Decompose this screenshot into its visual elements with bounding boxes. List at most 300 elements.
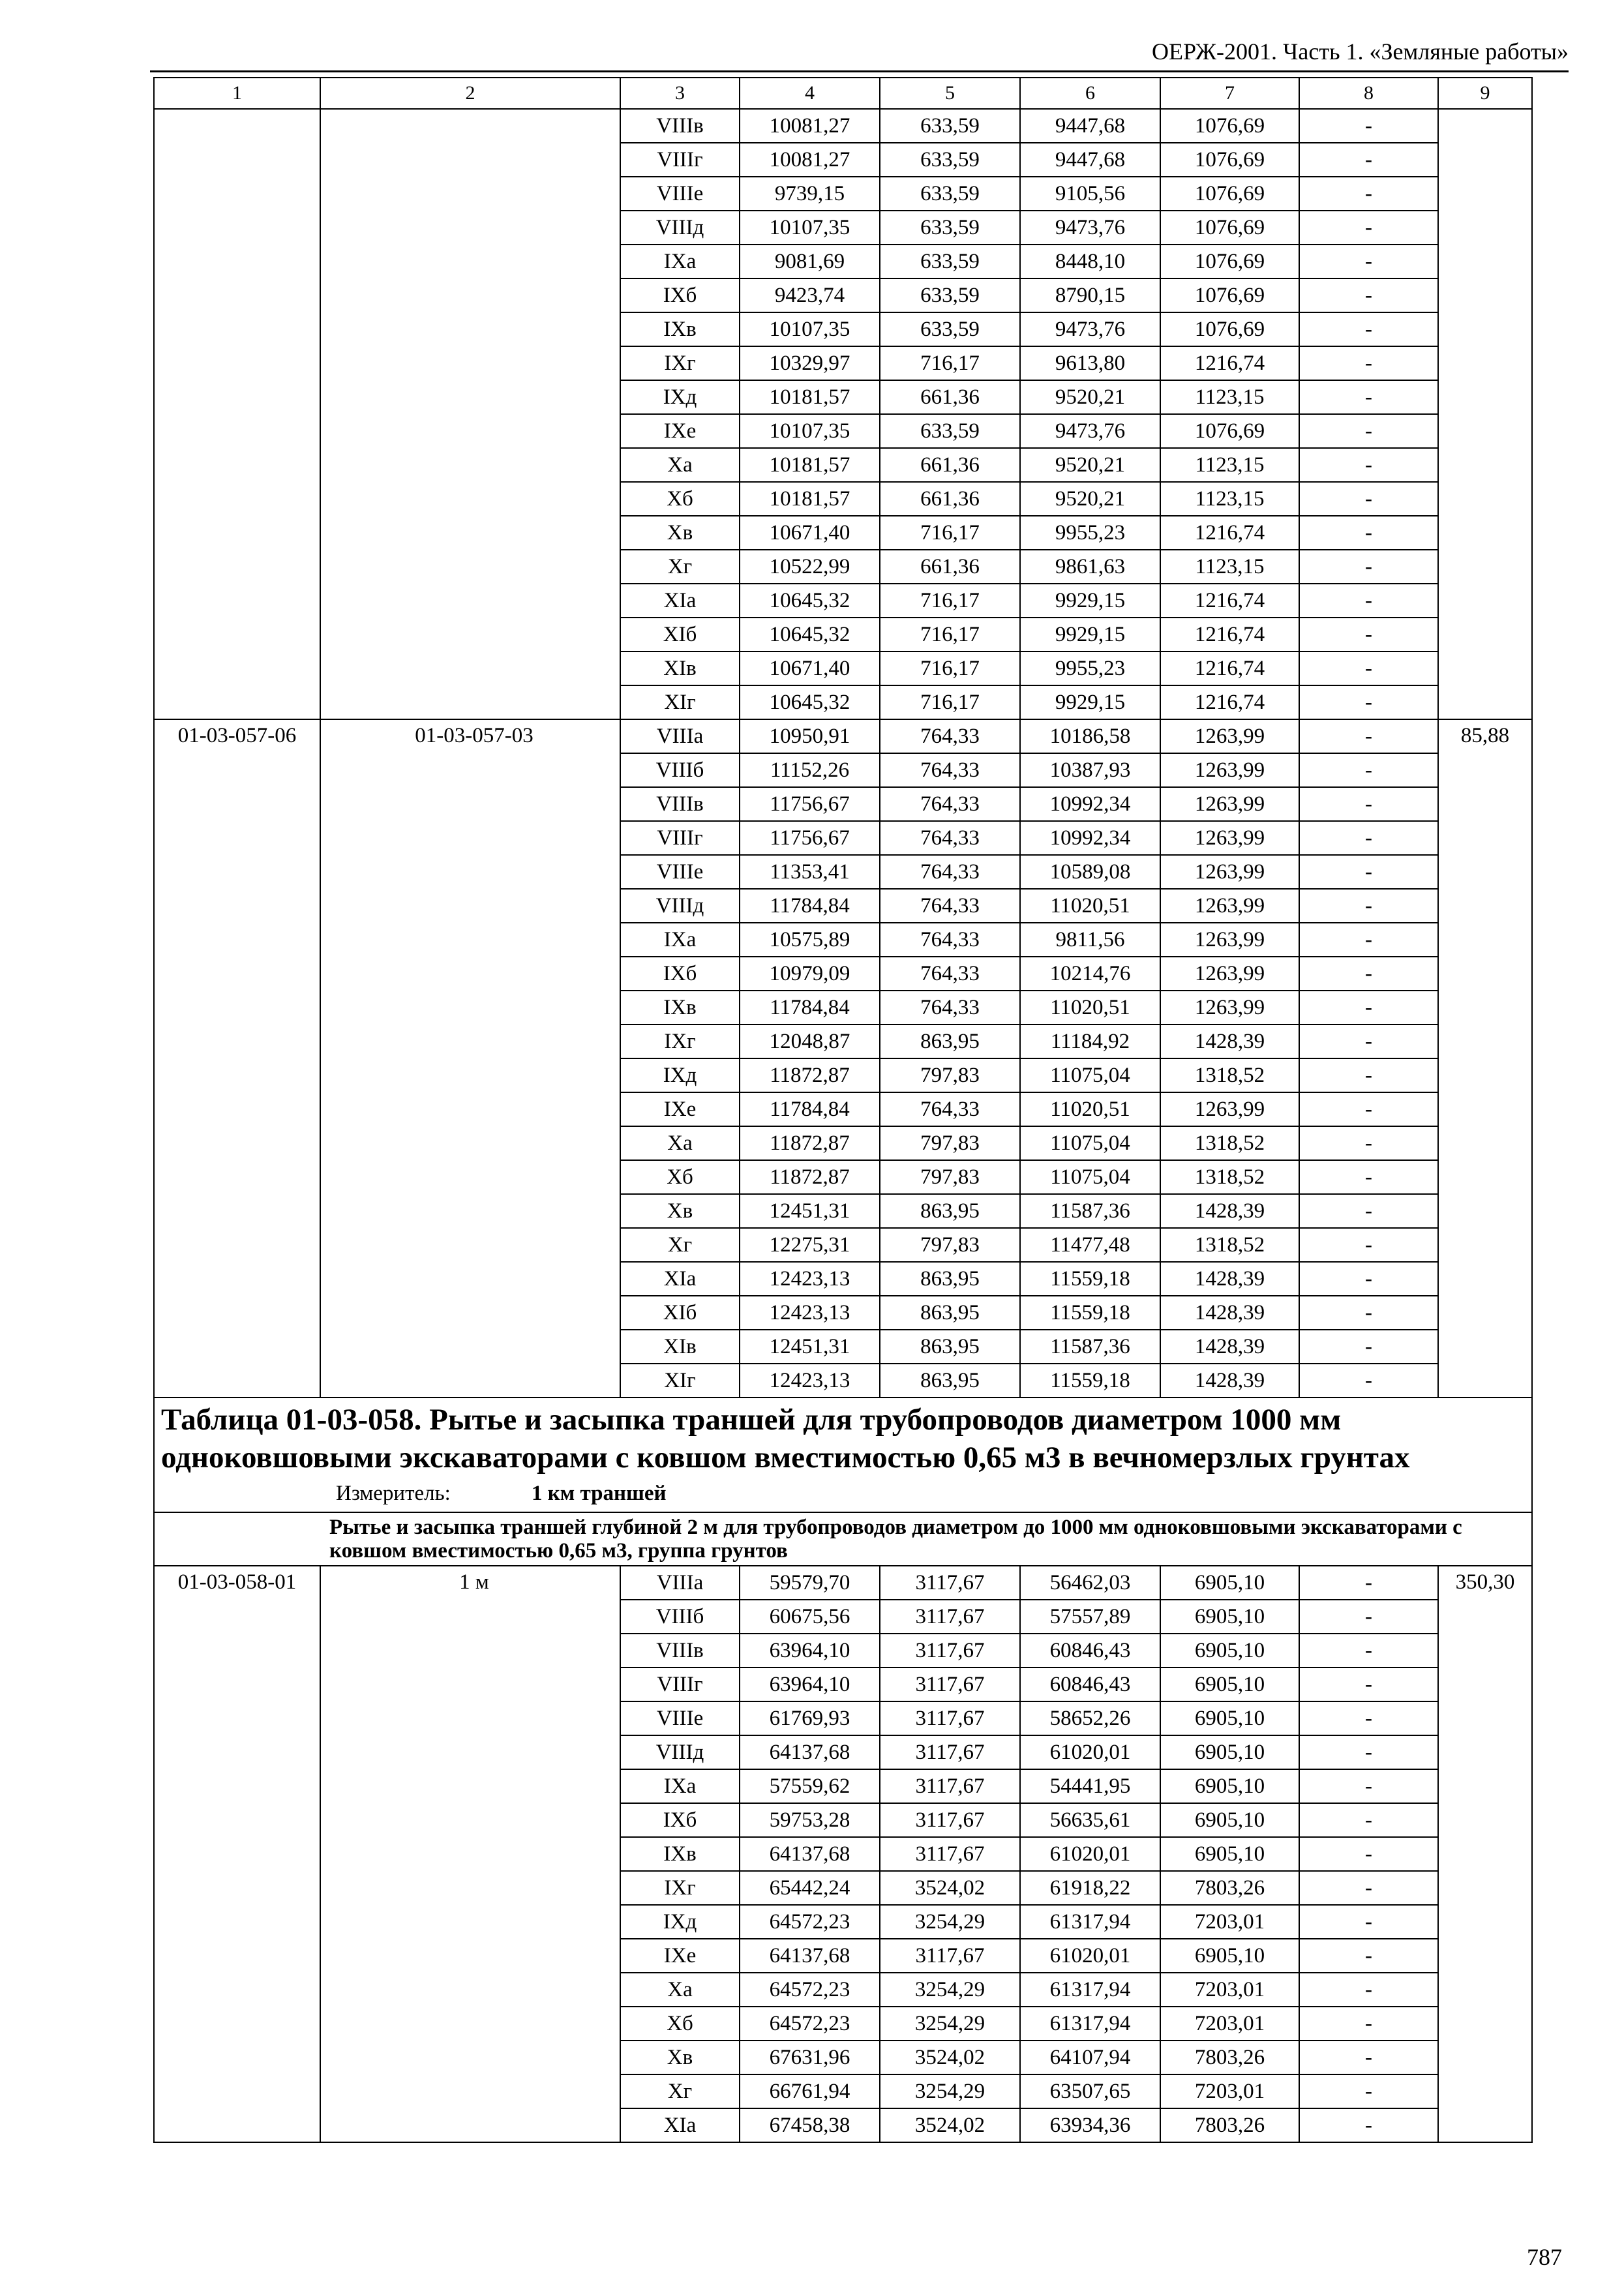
group-cell: Xа: [620, 448, 740, 482]
group-cell: IXд: [620, 1058, 740, 1092]
group-cell: XIв: [620, 1330, 740, 1364]
machines-cell: 61317,94: [1020, 2007, 1160, 2041]
wages-cell: 661,36: [880, 448, 1020, 482]
machinists-cell: 6905,10: [1160, 1769, 1299, 1803]
wages-cell: 764,33: [880, 1092, 1020, 1126]
materials-cell: -: [1299, 719, 1438, 753]
cost-total-cell: 11152,26: [740, 753, 880, 787]
cost-total-cell: 12451,31: [740, 1194, 880, 1228]
group-cell: Xг: [620, 1228, 740, 1262]
cost-total-cell: 10107,35: [740, 312, 880, 346]
machines-cell: 9955,23: [1020, 651, 1160, 685]
machinists-cell: 1428,39: [1160, 1194, 1299, 1228]
machines-cell: 9929,15: [1020, 584, 1160, 618]
wages-cell: 3117,67: [880, 1769, 1020, 1803]
materials-cell: -: [1299, 855, 1438, 889]
cost-total-cell: 12423,13: [740, 1364, 880, 1398]
machines-cell: 11075,04: [1020, 1160, 1160, 1194]
group-cell: VIIIд: [620, 889, 740, 923]
machines-cell: 9520,21: [1020, 448, 1160, 482]
wages-cell: 3254,29: [880, 2007, 1020, 2041]
materials-cell: -: [1299, 1092, 1438, 1126]
cost-total-cell: 11784,84: [740, 889, 880, 923]
cost-total-cell: 10181,57: [740, 380, 880, 414]
cost-total-cell: 11872,87: [740, 1160, 880, 1194]
materials-cell: -: [1299, 1973, 1438, 2007]
materials-cell: -: [1299, 618, 1438, 651]
machines-cell: 9447,68: [1020, 109, 1160, 143]
materials-cell: -: [1299, 550, 1438, 584]
cost-total-cell: 63964,10: [740, 1668, 880, 1701]
machines-cell: 11184,92: [1020, 1025, 1160, 1058]
table-subtitle: Рытье и засыпка траншей глубиной 2 м для трубопроводов диаметром до 1000 мм одноковшовыми экскаваторами с ковшом вместимостью 0,65 м3, группа грунтов: [154, 1512, 1532, 1566]
group-cell: VIIIе: [620, 177, 740, 211]
machines-cell: 11587,36: [1020, 1194, 1160, 1228]
group-cell: XIа: [620, 1262, 740, 1296]
machinists-cell: 6905,10: [1160, 1939, 1299, 1973]
machines-cell: 11075,04: [1020, 1058, 1160, 1092]
column-number: 8: [1299, 78, 1438, 109]
wages-cell: 3254,29: [880, 1905, 1020, 1939]
machines-cell: 60846,43: [1020, 1634, 1160, 1668]
machinists-cell: 1076,69: [1160, 143, 1299, 177]
materials-cell: -: [1299, 2074, 1438, 2108]
cost-total-cell: 11353,41: [740, 855, 880, 889]
machines-cell: 10992,34: [1020, 787, 1160, 821]
page-number: 787: [1527, 2244, 1562, 2270]
machinists-cell: 1076,69: [1160, 278, 1299, 312]
materials-cell: -: [1299, 1668, 1438, 1701]
machines-cell: 9105,56: [1020, 177, 1160, 211]
machines-cell: 10186,58: [1020, 719, 1160, 753]
machinists-cell: 1263,99: [1160, 1092, 1299, 1126]
materials-cell: -: [1299, 1194, 1438, 1228]
group-cell: VIIIе: [620, 855, 740, 889]
machines-cell: 9447,68: [1020, 143, 1160, 177]
wages-cell: 3117,67: [880, 1701, 1020, 1735]
group-cell: IXе: [620, 1939, 740, 1973]
machinists-cell: 6905,10: [1160, 1837, 1299, 1871]
machines-cell: 64107,94: [1020, 2041, 1160, 2074]
machinists-cell: 7803,26: [1160, 2041, 1299, 2074]
cost-total-cell: 59579,70: [740, 1566, 880, 1600]
machines-cell: 57557,89: [1020, 1600, 1160, 1634]
materials-cell: -: [1299, 2108, 1438, 2142]
cost-total-cell: 10645,32: [740, 618, 880, 651]
group-cell: IXг: [620, 1025, 740, 1058]
rate-code-cell: 01-03-058-01: [154, 1566, 320, 2142]
machines-cell: 60846,43: [1020, 1668, 1160, 1701]
rate-code-cell: 01-03-057-06: [154, 719, 320, 1398]
materials-cell: -: [1299, 143, 1438, 177]
table-subtitle-row: [154, 1512, 1532, 1566]
materials-cell: -: [1299, 651, 1438, 685]
price-table: [153, 77, 1533, 2143]
group-cell: XIб: [620, 618, 740, 651]
cost-total-cell: 10107,35: [740, 414, 880, 448]
machines-cell: 9520,21: [1020, 482, 1160, 516]
machines-cell: 9520,21: [1020, 380, 1160, 414]
cost-total-cell: 10081,27: [740, 143, 880, 177]
machinists-cell: 1216,74: [1160, 685, 1299, 719]
machinists-cell: 6905,10: [1160, 1735, 1299, 1769]
group-cell: IXа: [620, 923, 740, 957]
machines-cell: 61020,01: [1020, 1735, 1160, 1769]
cost-total-cell: 10329,97: [740, 346, 880, 380]
materials-cell: -: [1299, 109, 1438, 143]
materials-cell: -: [1299, 1803, 1438, 1837]
materials-cell: -: [1299, 211, 1438, 245]
machines-cell: 9473,76: [1020, 211, 1160, 245]
wages-cell: 863,95: [880, 1194, 1020, 1228]
machinists-cell: 1216,74: [1160, 584, 1299, 618]
running-header: ОЕРЖ-2001. Часть 1. «Земляные работы»: [1152, 38, 1569, 65]
machines-cell: 56635,61: [1020, 1803, 1160, 1837]
materials-cell: -: [1299, 1735, 1438, 1769]
group-cell: Xа: [620, 1126, 740, 1160]
group-cell: XIг: [620, 685, 740, 719]
labor-cost-cell: 350,30: [1438, 1566, 1532, 2142]
cost-total-cell: 61769,93: [740, 1701, 880, 1735]
group-cell: VIIIб: [620, 753, 740, 787]
machines-cell: 56462,03: [1020, 1566, 1160, 1600]
materials-cell: -: [1299, 245, 1438, 278]
labor-cost-cell: 85,88: [1438, 719, 1532, 1398]
machines-cell: 10589,08: [1020, 855, 1160, 889]
machines-cell: 11477,48: [1020, 1228, 1160, 1262]
column-number: 3: [620, 78, 740, 109]
machines-cell: 61317,94: [1020, 1973, 1160, 2007]
wages-cell: 716,17: [880, 651, 1020, 685]
group-cell: IXб: [620, 957, 740, 991]
cost-total-cell: 12423,13: [740, 1296, 880, 1330]
machinists-cell: 1076,69: [1160, 109, 1299, 143]
group-cell: XIг: [620, 1364, 740, 1398]
machinists-cell: 1428,39: [1160, 1025, 1299, 1058]
machinists-cell: 7803,26: [1160, 1871, 1299, 1905]
machinists-cell: 1428,39: [1160, 1330, 1299, 1364]
cost-total-cell: 10522,99: [740, 550, 880, 584]
cost-total-cell: 11784,84: [740, 1092, 880, 1126]
group-cell: Xб: [620, 482, 740, 516]
wages-cell: 3117,67: [880, 1600, 1020, 1634]
table-title: [154, 1398, 1532, 1512]
materials-cell: -: [1299, 1634, 1438, 1668]
group-cell: VIIIд: [620, 211, 740, 245]
machinists-cell: 1318,52: [1160, 1058, 1299, 1092]
table-heading: Таблица 01-03-058. Рытье и засыпка траншей для трубопроводов диаметром 1000 мм одноковшовыми экскаваторами с ковшом вместимостью 0,65 м3 в вечномерзлых грунтах: [161, 1403, 1410, 1474]
materials-cell: -: [1299, 2041, 1438, 2074]
materials-cell: -: [1299, 516, 1438, 550]
cost-total-cell: 11872,87: [740, 1126, 880, 1160]
cost-total-cell: 64137,68: [740, 1837, 880, 1871]
column-number: 6: [1020, 78, 1160, 109]
group-cell: Xг: [620, 2074, 740, 2108]
cost-total-cell: 10181,57: [740, 448, 880, 482]
cost-total-cell: 12048,87: [740, 1025, 880, 1058]
machinists-cell: 6905,10: [1160, 1701, 1299, 1735]
group-cell: Xв: [620, 516, 740, 550]
group-cell: XIб: [620, 1296, 740, 1330]
machinists-cell: 1076,69: [1160, 177, 1299, 211]
cost-total-cell: 10950,91: [740, 719, 880, 753]
cost-total-cell: 10181,57: [740, 482, 880, 516]
column-number: 2: [320, 78, 620, 109]
materials-cell: -: [1299, 584, 1438, 618]
machinists-cell: 1216,74: [1160, 651, 1299, 685]
machinists-cell: 1318,52: [1160, 1160, 1299, 1194]
machines-cell: 58652,26: [1020, 1701, 1160, 1735]
wages-cell: 661,36: [880, 482, 1020, 516]
machines-cell: 9473,76: [1020, 414, 1160, 448]
wages-cell: 863,95: [880, 1330, 1020, 1364]
wages-cell: 633,59: [880, 414, 1020, 448]
machines-cell: 11559,18: [1020, 1296, 1160, 1330]
wages-cell: 797,83: [880, 1126, 1020, 1160]
cost-total-cell: 64137,68: [740, 1939, 880, 1973]
cost-total-cell: 66761,94: [740, 2074, 880, 2108]
machines-cell: 63934,36: [1020, 2108, 1160, 2142]
machinists-cell: 1263,99: [1160, 957, 1299, 991]
wages-cell: 797,83: [880, 1058, 1020, 1092]
machinists-cell: 1428,39: [1160, 1262, 1299, 1296]
materials-cell: -: [1299, 1160, 1438, 1194]
cost-total-cell: 10081,27: [740, 109, 880, 143]
materials-cell: -: [1299, 1905, 1438, 1939]
wages-cell: 3524,02: [880, 1871, 1020, 1905]
group-cell: Xб: [620, 2007, 740, 2041]
cost-total-cell: 57559,62: [740, 1769, 880, 1803]
machinists-cell: 6905,10: [1160, 1803, 1299, 1837]
wages-cell: 764,33: [880, 719, 1020, 753]
materials-cell: -: [1299, 1871, 1438, 1905]
group-cell: IXа: [620, 1769, 740, 1803]
materials-cell: -: [1299, 1769, 1438, 1803]
wages-cell: 764,33: [880, 821, 1020, 855]
machinists-cell: 1123,15: [1160, 550, 1299, 584]
wages-cell: 863,95: [880, 1364, 1020, 1398]
wages-cell: 797,83: [880, 1160, 1020, 1194]
wages-cell: 3524,02: [880, 2108, 1020, 2142]
machinists-cell: 7203,01: [1160, 1905, 1299, 1939]
machines-cell: 9955,23: [1020, 516, 1160, 550]
machines-cell: 11020,51: [1020, 991, 1160, 1025]
machines-cell: 9929,15: [1020, 685, 1160, 719]
wages-cell: 716,17: [880, 516, 1020, 550]
materials-cell: -: [1299, 1939, 1438, 1973]
wages-cell: 633,59: [880, 312, 1020, 346]
materials-cell: -: [1299, 923, 1438, 957]
materials-cell: -: [1299, 1837, 1438, 1871]
cost-total-cell: 64137,68: [740, 1735, 880, 1769]
wages-cell: 633,59: [880, 245, 1020, 278]
rate-code-cell: [154, 109, 320, 719]
wages-cell: 661,36: [880, 380, 1020, 414]
cost-total-cell: 11756,67: [740, 821, 880, 855]
cost-total-cell: 10575,89: [740, 923, 880, 957]
wages-cell: 764,33: [880, 923, 1020, 957]
machines-cell: 61020,01: [1020, 1939, 1160, 1973]
machinists-cell: 1076,69: [1160, 245, 1299, 278]
group-cell: Xг: [620, 550, 740, 584]
wages-cell: 716,17: [880, 618, 1020, 651]
wages-cell: 3117,67: [880, 1803, 1020, 1837]
wages-cell: 797,83: [880, 1228, 1020, 1262]
machinists-cell: 6905,10: [1160, 1634, 1299, 1668]
machines-cell: 54441,95: [1020, 1769, 1160, 1803]
machines-cell: 11020,51: [1020, 889, 1160, 923]
table-row: [154, 109, 1532, 143]
materials-cell: -: [1299, 380, 1438, 414]
machinists-cell: 1216,74: [1160, 618, 1299, 651]
group-cell: VIIIб: [620, 1600, 740, 1634]
wages-cell: 863,95: [880, 1025, 1020, 1058]
group-cell: IXг: [620, 346, 740, 380]
machines-cell: 9929,15: [1020, 618, 1160, 651]
machines-cell: 8448,10: [1020, 245, 1160, 278]
cost-total-cell: 12275,31: [740, 1228, 880, 1262]
cost-total-cell: 9423,74: [740, 278, 880, 312]
cost-total-cell: 10671,40: [740, 516, 880, 550]
materials-cell: -: [1299, 685, 1438, 719]
materials-cell: -: [1299, 2007, 1438, 2041]
materials-cell: -: [1299, 346, 1438, 380]
wages-cell: 3117,67: [880, 1634, 1020, 1668]
machinists-cell: 6905,10: [1160, 1668, 1299, 1701]
machinists-cell: 1123,15: [1160, 482, 1299, 516]
materials-cell: -: [1299, 991, 1438, 1025]
wages-cell: 863,95: [880, 1262, 1020, 1296]
machines-cell: 61020,01: [1020, 1837, 1160, 1871]
cost-total-cell: 9081,69: [740, 245, 880, 278]
wages-cell: 633,59: [880, 278, 1020, 312]
machines-cell: 8790,15: [1020, 278, 1160, 312]
labor-cost-cell: [1438, 109, 1532, 719]
group-cell: IXв: [620, 991, 740, 1025]
materials-cell: -: [1299, 889, 1438, 923]
measure-label: Измеритель:: [336, 1482, 451, 1505]
cost-total-cell: 10979,09: [740, 957, 880, 991]
machinists-cell: 7203,01: [1160, 2074, 1299, 2108]
wages-cell: 764,33: [880, 957, 1020, 991]
group-cell: XIа: [620, 2108, 740, 2142]
table-title-row: [154, 1398, 1532, 1512]
materials-cell: -: [1299, 278, 1438, 312]
materials-cell: -: [1299, 1025, 1438, 1058]
cost-total-cell: 59753,28: [740, 1803, 880, 1837]
wages-cell: 3254,29: [880, 2074, 1020, 2108]
header-rule: [150, 70, 1569, 72]
cost-total-cell: 9739,15: [740, 177, 880, 211]
cost-total-cell: 63964,10: [740, 1634, 880, 1668]
rate-description-cell: [320, 109, 620, 719]
group-cell: VIIIг: [620, 1668, 740, 1701]
cost-total-cell: 67631,96: [740, 2041, 880, 2074]
group-cell: VIIIа: [620, 1566, 740, 1600]
materials-cell: -: [1299, 177, 1438, 211]
wages-cell: 716,17: [880, 685, 1020, 719]
column-number: 9: [1438, 78, 1532, 109]
cost-total-cell: 10645,32: [740, 685, 880, 719]
group-cell: IXа: [620, 245, 740, 278]
group-cell: VIIIв: [620, 1634, 740, 1668]
machinists-cell: 1263,99: [1160, 991, 1299, 1025]
wages-cell: 3117,67: [880, 1837, 1020, 1871]
rate-description-cell: 1 м: [320, 1566, 620, 2142]
materials-cell: -: [1299, 1262, 1438, 1296]
machinists-cell: 1076,69: [1160, 312, 1299, 346]
machines-cell: 11559,18: [1020, 1262, 1160, 1296]
wages-cell: 633,59: [880, 211, 1020, 245]
group-cell: VIIIе: [620, 1701, 740, 1735]
machinists-cell: 1216,74: [1160, 346, 1299, 380]
cost-total-cell: 64572,23: [740, 1905, 880, 1939]
materials-cell: -: [1299, 1126, 1438, 1160]
materials-cell: -: [1299, 753, 1438, 787]
machinists-cell: 1263,99: [1160, 821, 1299, 855]
cost-total-cell: 64572,23: [740, 1973, 880, 2007]
machines-cell: 61918,22: [1020, 1871, 1160, 1905]
machines-cell: 9811,56: [1020, 923, 1160, 957]
wages-cell: 863,95: [880, 1296, 1020, 1330]
cost-total-cell: 60675,56: [740, 1600, 880, 1634]
materials-cell: -: [1299, 1701, 1438, 1735]
machinists-cell: 1076,69: [1160, 211, 1299, 245]
column-number: 5: [880, 78, 1020, 109]
machinists-cell: 1263,99: [1160, 923, 1299, 957]
group-cell: VIIIв: [620, 109, 740, 143]
wages-cell: 3117,67: [880, 1939, 1020, 1973]
machinists-cell: 1216,74: [1160, 516, 1299, 550]
machinists-cell: 1263,99: [1160, 855, 1299, 889]
materials-cell: -: [1299, 1364, 1438, 1398]
cost-total-cell: 67458,38: [740, 2108, 880, 2142]
group-cell: Xв: [620, 2041, 740, 2074]
machines-cell: 11020,51: [1020, 1092, 1160, 1126]
machines-cell: 61317,94: [1020, 1905, 1160, 1939]
group-cell: VIIIг: [620, 821, 740, 855]
cost-total-cell: 65442,24: [740, 1871, 880, 1905]
materials-cell: -: [1299, 1566, 1438, 1600]
cost-total-cell: 12423,13: [740, 1262, 880, 1296]
wages-cell: 764,33: [880, 855, 1020, 889]
machinists-cell: 7803,26: [1160, 2108, 1299, 2142]
machinists-cell: 1263,99: [1160, 889, 1299, 923]
machinists-cell: 1428,39: [1160, 1364, 1299, 1398]
machines-cell: 11587,36: [1020, 1330, 1160, 1364]
wages-cell: 3117,67: [880, 1668, 1020, 1701]
machines-cell: 9613,80: [1020, 346, 1160, 380]
cost-total-cell: 10107,35: [740, 211, 880, 245]
wages-cell: 764,33: [880, 753, 1020, 787]
materials-cell: -: [1299, 312, 1438, 346]
group-cell: Xб: [620, 1160, 740, 1194]
machinists-cell: 1263,99: [1160, 719, 1299, 753]
materials-cell: -: [1299, 1296, 1438, 1330]
machines-cell: 11559,18: [1020, 1364, 1160, 1398]
column-number: 4: [740, 78, 880, 109]
wages-cell: 3254,29: [880, 1973, 1020, 2007]
group-cell: IXе: [620, 1092, 740, 1126]
rate-description-cell: 01-03-057-03: [320, 719, 620, 1398]
machinists-cell: 1263,99: [1160, 753, 1299, 787]
materials-cell: -: [1299, 957, 1438, 991]
materials-cell: -: [1299, 1228, 1438, 1262]
wages-cell: 3117,67: [880, 1566, 1020, 1600]
materials-cell: -: [1299, 414, 1438, 448]
group-cell: VIIIг: [620, 143, 740, 177]
machines-cell: 9473,76: [1020, 312, 1160, 346]
